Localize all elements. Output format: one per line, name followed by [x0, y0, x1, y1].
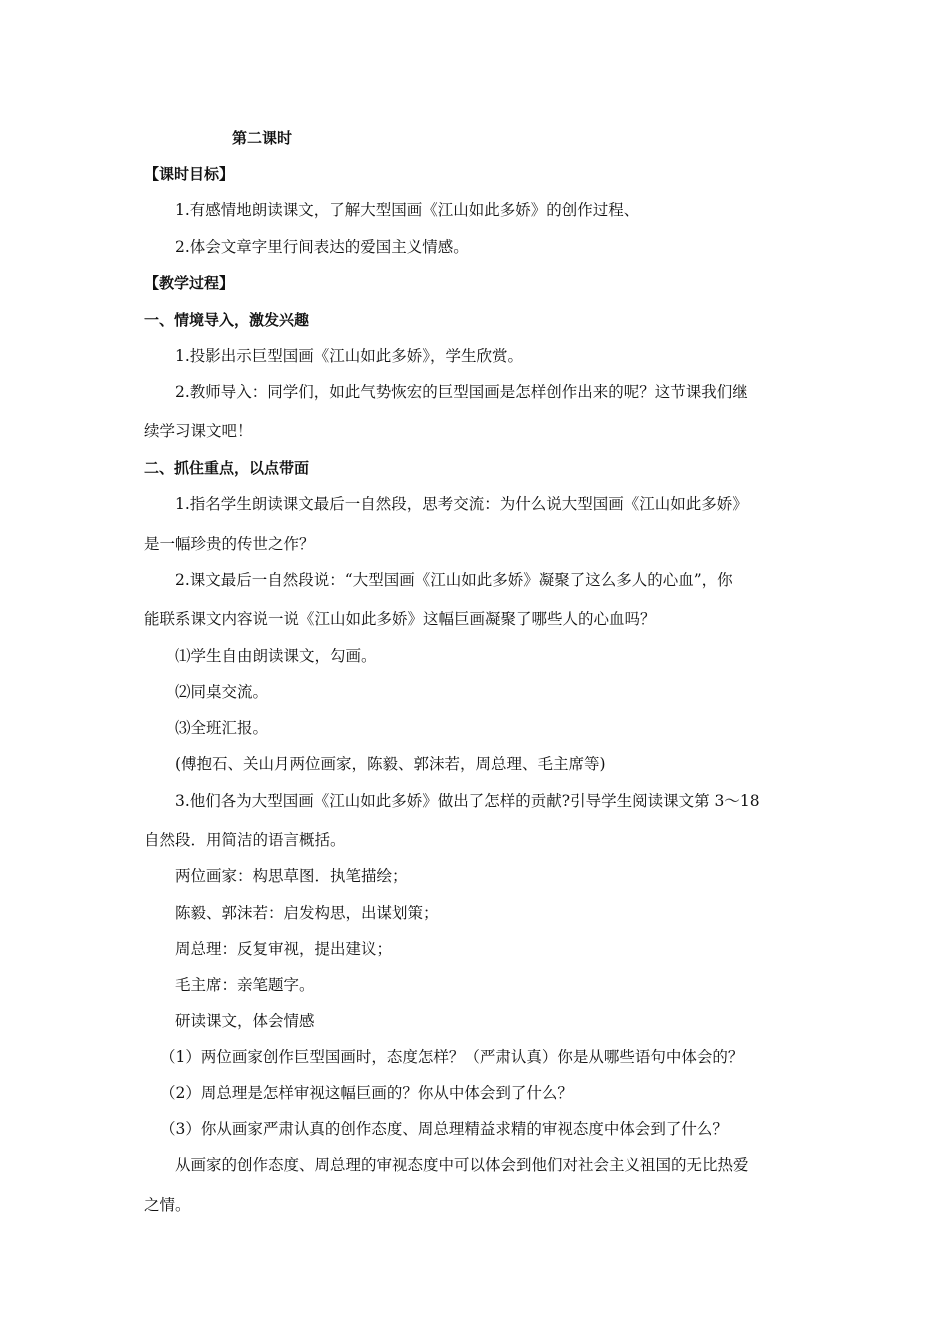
sub-item: ⑵同桌交流。 — [175, 683, 269, 701]
sub-item: ⑴学生自由朗读课文，勾画。 — [175, 647, 377, 665]
contribution-item: 陈毅、郭沫若：启发构思，出谋划策； — [175, 904, 439, 922]
contribution-item: 毛主席：亲笔题字。 — [175, 976, 315, 994]
objective-item: 1.有感情地朗读课文，了解大型国画《江山如此多娇》的创作过程、 — [175, 201, 640, 219]
paragraph: 从画家的创作态度、周总理的审视态度中可以体会到他们对社会主义祖国的无比热爱 — [175, 1156, 749, 1174]
paragraph: 能联系课文内容说一说《江山如此多娇》这幅巨画凝聚了哪些人的心血吗？ — [144, 610, 656, 628]
lesson-title: 第二课时 — [232, 129, 293, 147]
paragraph: 1.投影出示巨型国画《江山如此多娇》，学生欣赏。 — [175, 347, 524, 365]
paragraph: 3.他们各为大型国画《江山如此多娇》做出了怎样的贡献?引导学生阅读课文第 3～18 — [175, 792, 760, 810]
section-heading-process: 【教学过程】 — [144, 274, 235, 292]
contribution-item: 周总理：反复审视，提出建议； — [175, 940, 393, 958]
objective-item: 2.体会文章字里行间表达的爱国主义情感。 — [175, 238, 469, 256]
paragraph: 2.教师导入：同学们，如此气势恢宏的巨型国画是怎样创作出来的呢？这节课我们继 — [175, 383, 748, 401]
paragraph: 1.指名学生朗读课文最后一自然段，思考交流：为什么说大型国画《江山如此多娇》 — [175, 495, 748, 513]
contribution-item: 两位画家：构思草图．执笔描绘； — [175, 867, 408, 885]
question-item: （3）你从画家严肃认真的创作态度、周总理精益求精的审视态度中体会到了什么？ — [160, 1120, 728, 1138]
part-heading: 二、抓住重点，以点带面 — [144, 459, 310, 477]
paragraph: 续学习课文吧！ — [144, 422, 253, 440]
paragraph: 研读课文，体会情感 — [175, 1012, 315, 1030]
section-heading-objectives: 【课时目标】 — [144, 165, 235, 183]
question-item: （1）两位画家创作巨型国画时，态度怎样？（严肃认真）你是从哪些语句中体会的？ — [160, 1048, 744, 1066]
sub-item: ⑶全班汇报。 — [175, 719, 269, 737]
paragraph: 自然段．用简洁的语言概括。 — [144, 831, 346, 849]
question-item: （2）周总理是怎样审视这幅巨画的？你从中体会到了什么？ — [160, 1084, 573, 1102]
part-heading: 一、情境导入，激发兴趣 — [144, 311, 310, 329]
paragraph: 是一幅珍贵的传世之作？ — [144, 535, 315, 553]
paragraph: 之情。 — [144, 1196, 191, 1214]
paragraph: 2.课文最后一自然段说：“大型国画《江山如此多娇》凝聚了这么多人的心血”，你 — [175, 571, 733, 589]
answer-note: (傅抱石、关山月两位画家，陈毅、郭沫若，周总理、毛主席等) — [175, 755, 606, 773]
